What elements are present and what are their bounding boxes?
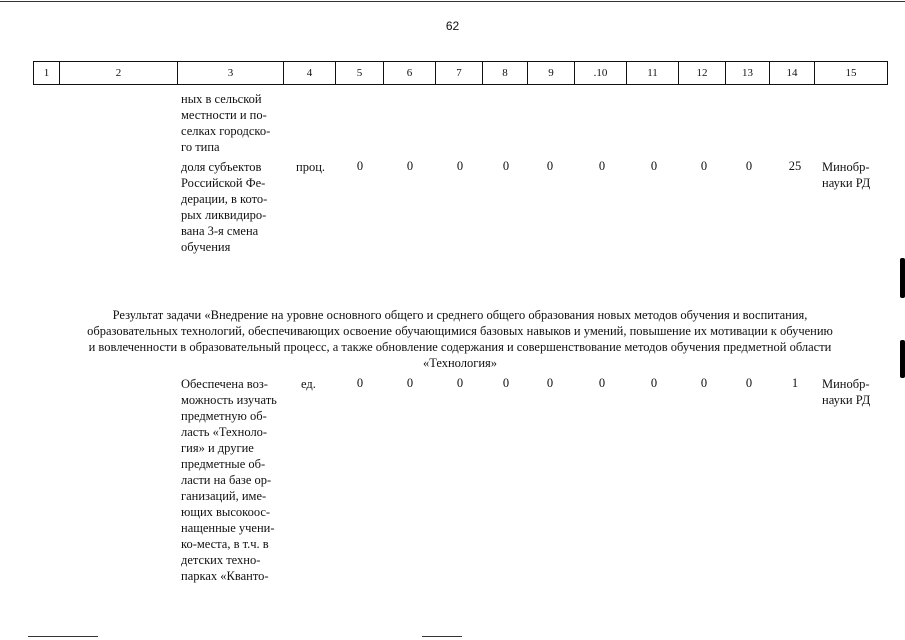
value-cell: 0 bbox=[700, 376, 708, 390]
responsible-cell bbox=[822, 376, 870, 408]
indicator-line: го типа bbox=[181, 140, 220, 154]
unit-cell: ед. bbox=[301, 377, 316, 391]
value-cell: 0 bbox=[598, 159, 606, 173]
value-cell: 0 bbox=[502, 376, 510, 390]
value-cell: 0 bbox=[456, 376, 464, 390]
value-cell: 0 bbox=[356, 376, 364, 390]
indicator-line: можность изучать bbox=[181, 393, 277, 407]
indicator-line: обучения bbox=[181, 240, 231, 254]
column-header-table bbox=[33, 61, 888, 85]
indicator-line: ных в сельской bbox=[181, 92, 262, 106]
page-number: 62 bbox=[445, 19, 460, 33]
column-header: 9 bbox=[528, 62, 575, 85]
value-cell: 0 bbox=[356, 159, 364, 173]
value-cell: 0 bbox=[546, 159, 554, 173]
bottom-edge-line bbox=[422, 636, 462, 637]
value-cell: 0 bbox=[546, 376, 554, 390]
section-heading-line: «Технология» bbox=[422, 356, 498, 370]
indicator-line: ко-места, в т.ч. в bbox=[181, 537, 269, 551]
value-cell: 25 bbox=[788, 159, 802, 173]
column-header-row bbox=[34, 62, 888, 85]
column-header: 15 bbox=[815, 62, 888, 85]
section-heading bbox=[60, 307, 860, 371]
column-header: 4 bbox=[284, 62, 336, 85]
column-header: 7 bbox=[436, 62, 483, 85]
unit-cell: проц. bbox=[296, 160, 326, 174]
value-cell: 0 bbox=[700, 159, 708, 173]
column-header: 5 bbox=[336, 62, 384, 85]
indicator-line: доля субъектов bbox=[181, 160, 262, 174]
indicator-line: Обеспечена воз- bbox=[181, 377, 268, 391]
binding-mark bbox=[900, 258, 905, 298]
column-header: .10 bbox=[575, 62, 627, 85]
value-cell: 0 bbox=[650, 159, 658, 173]
indicator-line: детских техно- bbox=[181, 553, 261, 567]
indicator-line: парках «Кванто- bbox=[181, 569, 269, 583]
section-heading-line: образовательных технологий, обеспечивающих освоение обучающимися базовых навыков и умений, повышение их мотивации к обучению bbox=[87, 324, 833, 338]
column-header: 8 bbox=[483, 62, 528, 85]
responsible-cell bbox=[822, 159, 870, 191]
binding-mark bbox=[900, 340, 905, 378]
bottom-edge-line bbox=[28, 636, 98, 637]
section-heading-line: Результат задачи «Внедрение на уровне основного общего и среднего общего образования новых методов обучения и воспитания, bbox=[112, 308, 808, 322]
top-edge-line bbox=[0, 1, 905, 2]
indicator-line: нащенные учени- bbox=[181, 521, 275, 535]
column-header: 13 bbox=[726, 62, 770, 85]
responsible-line: науки РД bbox=[822, 176, 871, 190]
value-cell: 0 bbox=[406, 376, 414, 390]
indicator-line: ласти на базе ор- bbox=[181, 473, 272, 487]
column-header: 6 bbox=[384, 62, 436, 85]
indicator-line: рых ликвидиро- bbox=[181, 208, 267, 222]
value-cell: 0 bbox=[502, 159, 510, 173]
indicator-line: вана 3-я смена bbox=[181, 224, 259, 238]
value-cell: 1 bbox=[791, 376, 799, 390]
indicator-cell bbox=[181, 376, 281, 584]
value-cell: 0 bbox=[745, 159, 753, 173]
indicator-line: предметную об- bbox=[181, 409, 267, 423]
indicator-line: ющих высокоос- bbox=[181, 505, 271, 519]
indicator-cell bbox=[181, 159, 281, 255]
column-header: 11 bbox=[627, 62, 679, 85]
indicator-line: ласть «Техноло- bbox=[181, 425, 268, 439]
column-header: 12 bbox=[679, 62, 726, 85]
responsible-line: науки РД bbox=[822, 393, 871, 407]
responsible-line: Минобр- bbox=[822, 160, 870, 174]
value-cell: 0 bbox=[650, 376, 658, 390]
column-header: 2 bbox=[60, 62, 178, 85]
indicator-line: селках городско- bbox=[181, 124, 271, 138]
column-header: 1 bbox=[34, 62, 60, 85]
responsible-line: Минобр- bbox=[822, 377, 870, 391]
value-cell: 0 bbox=[745, 376, 753, 390]
indicator-line: гия» и другие bbox=[181, 441, 254, 455]
indicator-line: дерации, в кото- bbox=[181, 192, 268, 206]
column-header: 14 bbox=[770, 62, 815, 85]
indicator-line: местности и по- bbox=[181, 108, 267, 122]
value-cell: 0 bbox=[456, 159, 464, 173]
value-cell: 0 bbox=[406, 159, 414, 173]
indicator-cell bbox=[181, 91, 281, 155]
indicator-line: ганизаций, име- bbox=[181, 489, 267, 503]
column-header: 3 bbox=[178, 62, 284, 85]
indicator-line: предметные об- bbox=[181, 457, 266, 471]
section-heading-line: и вовлеченности в образовательный процесс, а также обновление содержания и совершенствование методов обучения предметной области bbox=[88, 340, 832, 354]
value-cell: 0 bbox=[598, 376, 606, 390]
indicator-line: Российской Фе- bbox=[181, 176, 266, 190]
